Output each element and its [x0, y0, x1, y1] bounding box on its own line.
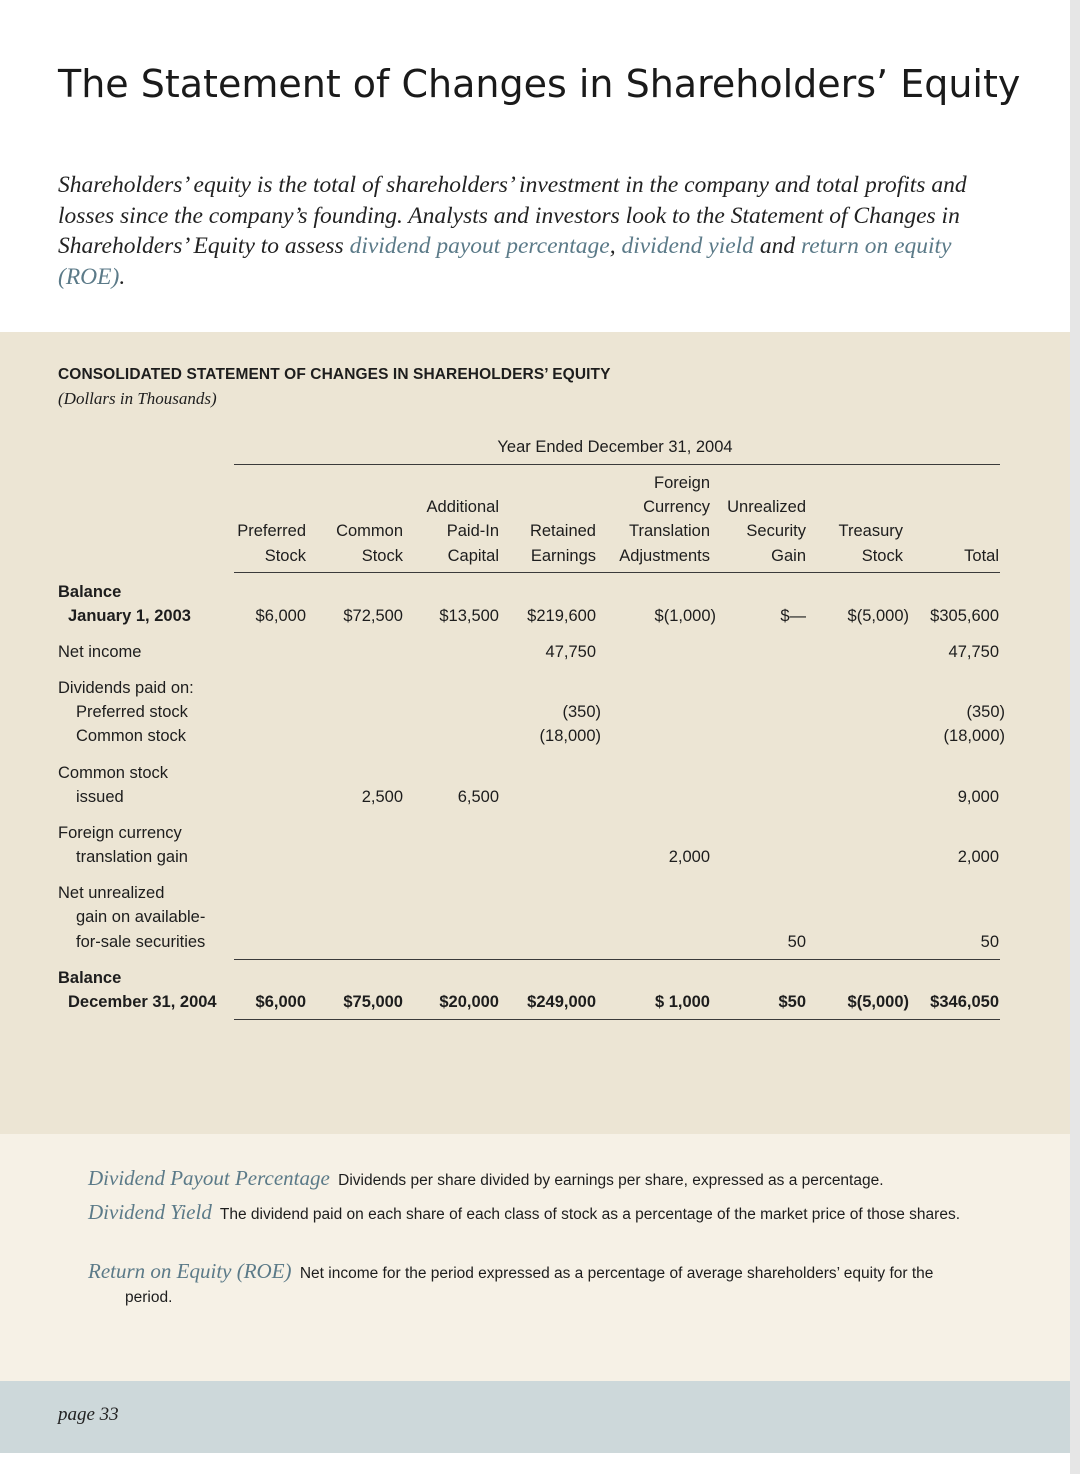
row-label: Dividends paid on: — [58, 679, 194, 697]
col-header: Total — [964, 547, 999, 565]
page-edge-shadow — [1070, 0, 1080, 1474]
footer-band — [0, 1381, 1070, 1453]
table-cell: $(5,000) — [847, 607, 909, 625]
row-label: for-sale securities — [76, 933, 206, 951]
table-cell: 2,000 — [668, 848, 710, 866]
col-header: Common — [336, 522, 403, 540]
col-header: Additional — [426, 498, 499, 516]
intro-text: Shareholders’ equity is the total of shareholders’ investment in the company and total profits and losses since the company’s founding. Analysts and investors look to the Statement of Changes in Shareholders’ Equity to assess — [58, 172, 967, 259]
row-label: translation gain — [76, 848, 188, 866]
row-label: Foreign currency — [58, 824, 182, 842]
table-cell: 2,000 — [957, 848, 999, 866]
row-label: January 1, 2003 — [68, 607, 191, 625]
row-label: Common stock — [76, 727, 187, 745]
glossary-definition: Dividends per share divided by earnings per share, expressed as a percentage. — [338, 1172, 884, 1189]
table-cell: 2,500 — [361, 788, 403, 806]
table-cell: 47,750 — [545, 643, 596, 661]
table-cell: $20,000 — [439, 993, 499, 1011]
table-cell: 50 — [787, 933, 806, 951]
subtotal-rule — [234, 959, 1000, 960]
table-cell: 47,750 — [948, 643, 999, 661]
table-cell: $75,000 — [343, 993, 403, 1011]
row-label: gain on available- — [76, 908, 206, 926]
intro-end: . — [119, 263, 126, 290]
row-label: Balance — [58, 583, 122, 601]
table-cell: $72,500 — [343, 607, 403, 625]
col-header: Retained — [529, 522, 596, 540]
statement-title: CONSOLIDATED STATEMENT OF CHANGES IN SHAREHOLDERS’ EQUITY — [58, 366, 611, 383]
period-rule — [234, 464, 1000, 465]
table-cell: $6,000 — [255, 993, 306, 1011]
col-header: Adjustments — [619, 547, 710, 565]
table-cell: $6,000 — [255, 607, 306, 625]
intro-separator: , — [609, 233, 622, 259]
glossary-term: Return on Equity (ROE) — [88, 1259, 292, 1283]
table-cell: $— — [780, 607, 806, 625]
table-cell: (350) — [966, 703, 1005, 721]
table-cell: $249,000 — [527, 993, 596, 1011]
page-title: The Statement of Changes in Shareholders’ Equity — [58, 62, 1021, 106]
row-label: issued — [76, 788, 124, 806]
col-header: Preferred — [237, 522, 306, 540]
glossary-entry — [88, 1259, 985, 1310]
row-label: Balance — [58, 969, 122, 987]
table-cell: 50 — [980, 933, 999, 951]
table-cell: $346,050 — [930, 993, 999, 1011]
header-rule — [234, 572, 1000, 573]
table-cell: $50 — [778, 993, 806, 1011]
table-cell: (18,000) — [943, 727, 1005, 745]
col-header: Unrealized — [727, 498, 806, 516]
col-header: Currency — [643, 498, 710, 516]
table-cell: $(5,000) — [847, 993, 909, 1011]
intro-separator: and — [753, 233, 801, 259]
table-cell: 9,000 — [957, 788, 999, 806]
intro-paragraph — [58, 170, 998, 292]
table-cell: $13,500 — [439, 607, 499, 625]
col-header: Capital — [447, 547, 499, 565]
period-header: Year Ended December 31, 2004 — [497, 438, 733, 456]
total-rule — [234, 1019, 1000, 1020]
col-header: Gain — [771, 547, 806, 565]
table-cell: $219,600 — [527, 607, 596, 625]
col-header: Stock — [861, 547, 903, 565]
term-dividend-yield: dividend yield — [621, 233, 754, 259]
glossary-entry — [88, 1166, 985, 1193]
col-header: Paid-In — [446, 522, 499, 540]
col-header: Security — [746, 522, 806, 540]
glossary-term: Dividend Yield — [88, 1200, 212, 1224]
glossary-entry — [88, 1200, 985, 1227]
row-label: Preferred stock — [76, 703, 188, 721]
row-label: December 31, 2004 — [68, 993, 217, 1011]
glossary-definition: The dividend paid on each share of each class of stock as a percentage of the market price of those shares. — [219, 1206, 960, 1223]
col-header: Treasury — [838, 522, 903, 540]
row-label: Common stock — [58, 764, 169, 782]
col-header: Earnings — [530, 547, 596, 565]
statement-subtitle: (Dollars in Thousands) — [58, 389, 217, 408]
table-cell: $305,600 — [930, 607, 999, 625]
col-header: Stock — [264, 547, 306, 565]
col-header: Foreign — [654, 474, 710, 492]
glossary-term: Dividend Payout Percentage — [88, 1166, 330, 1190]
page-number: page 33 — [58, 1404, 119, 1425]
table-cell: (18,000) — [539, 727, 601, 745]
table-cell: (350) — [562, 703, 601, 721]
col-header: Stock — [361, 547, 403, 565]
table-cell: 6,500 — [457, 788, 499, 806]
term-roe: return on equity (ROE) — [58, 233, 952, 290]
row-label: Net unrealized — [58, 884, 165, 902]
table-cell: $ 1,000 — [654, 993, 710, 1011]
row-label: Net income — [58, 643, 142, 661]
term-dividend-payout: dividend payout percentage — [349, 233, 610, 259]
col-header: Translation — [628, 522, 710, 540]
table-cell: $(1,000) — [654, 607, 716, 625]
glossary-definition: Net income for the period expressed as a percentage of average shareholders’ equity for the period. — [125, 1265, 934, 1306]
